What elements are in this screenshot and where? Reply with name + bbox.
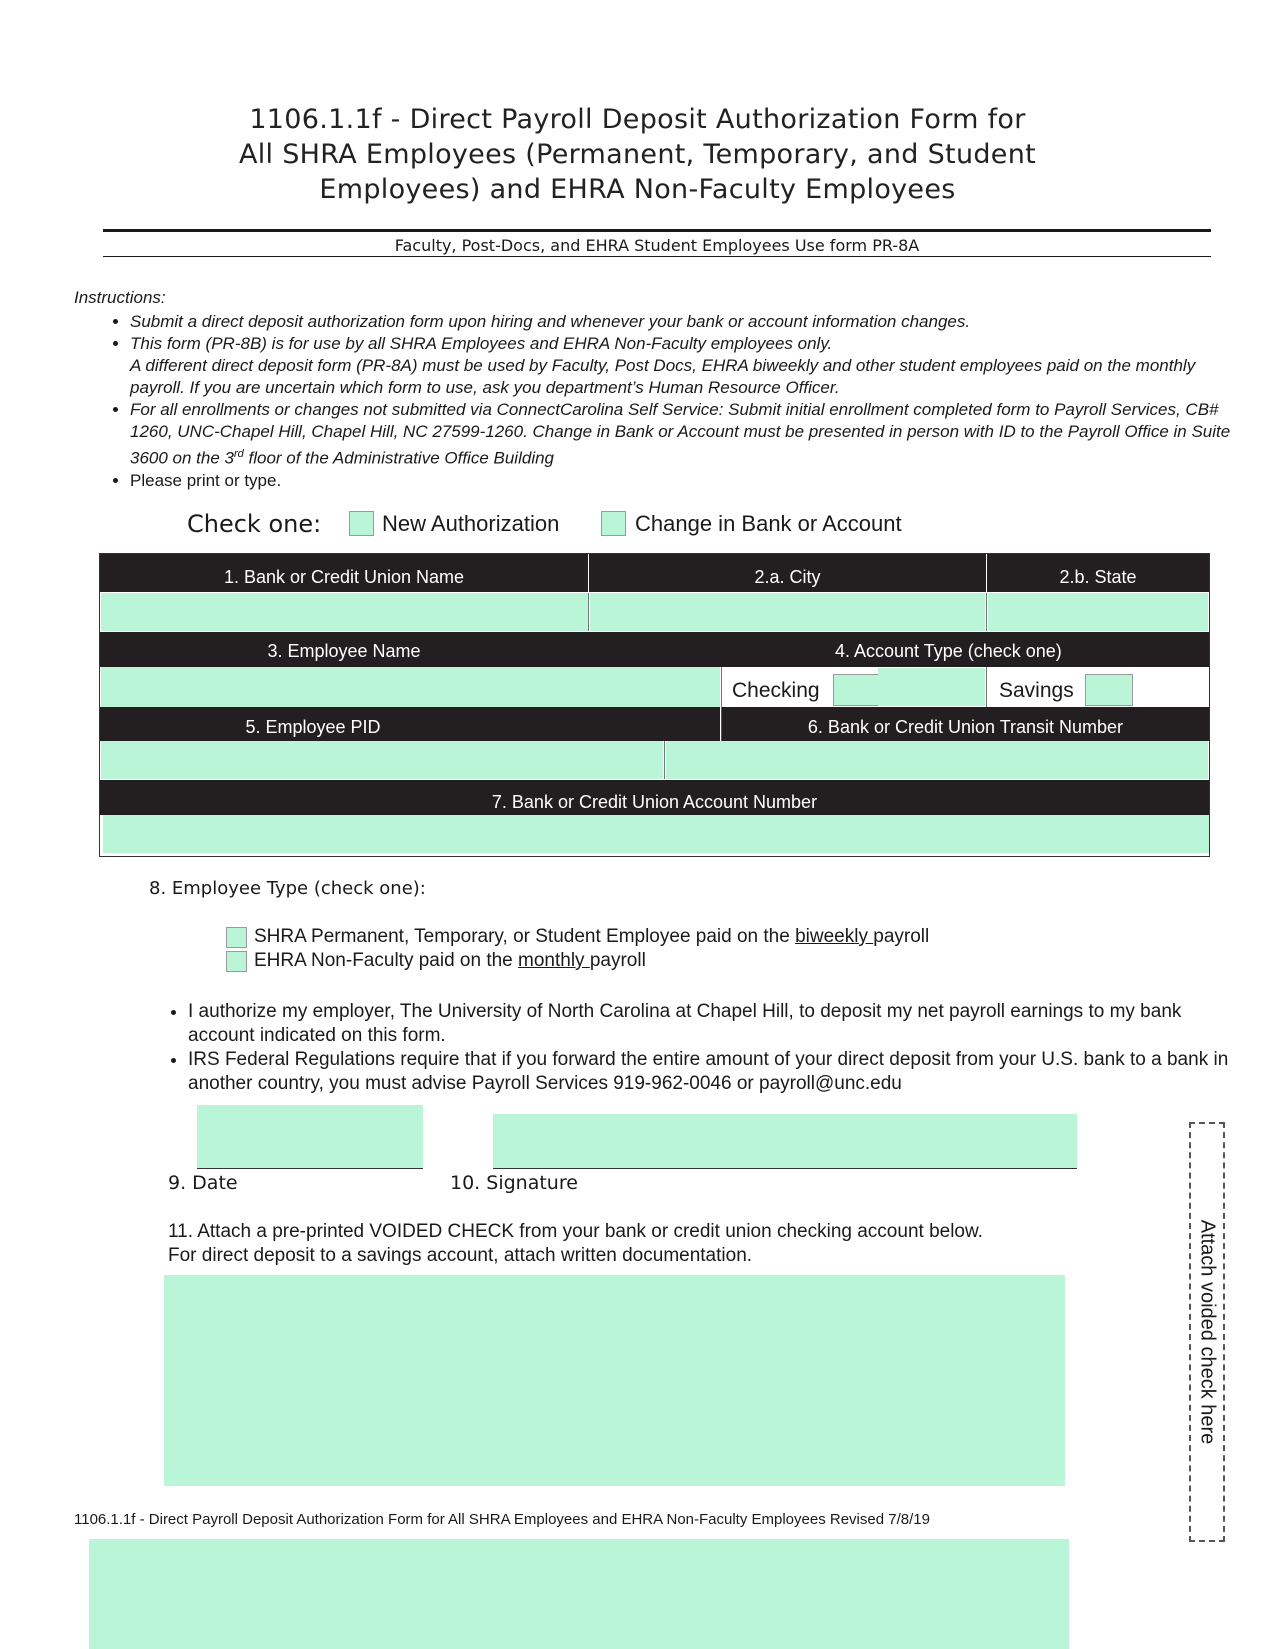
title-rule-top bbox=[103, 229, 1211, 232]
shra-checkbox[interactable] bbox=[226, 927, 247, 948]
title-line-3: Employees) and EHRA Non-Faculty Employees bbox=[319, 174, 956, 205]
instruction-item: • Please print or type. bbox=[130, 470, 1250, 492]
instruction-text: For all enrollments or changes not submitted via ConnectCarolina Self Service: Submit initial enrollment completed form to Payroll Services, CB# 1260, UNC-Chapel Hill, Chapel Hill, NC 27599-1260. Change in Bank or Account must be presented in person with ID to the Payroll Office in Suite 3600 on the 3 bbox=[130, 400, 1231, 468]
checking-label: Checking bbox=[732, 679, 820, 702]
title-rule-bottom bbox=[103, 256, 1211, 257]
new-authorization-label: New Authorization bbox=[382, 511, 560, 536]
title-line-2: All SHRA Employees (Permanent, Temporary, and Student bbox=[238, 139, 1037, 170]
divider bbox=[588, 593, 589, 631]
state-header: 2.b. State bbox=[987, 554, 1209, 592]
instruction-item bbox=[130, 399, 1250, 470]
title-line-1: 1106.1.1f - Direct Payroll Deposit Authorization Form for bbox=[249, 104, 1026, 135]
ehra-option-text bbox=[254, 950, 646, 972]
account-number-header: 7. Bank or Credit Union Account Number bbox=[100, 780, 1209, 815]
authorization-item: • IRS Federal Regulations require that if you forward the entire amount of your direct deposit from your U.S. bank to a bank in another country, you must advise Payroll Services 919-962-0046 or payroll@unc.edu bbox=[188, 1048, 1248, 1096]
city-field[interactable] bbox=[590, 593, 985, 631]
superscript: rd bbox=[233, 448, 244, 460]
instruction-item: • Submit a direct deposit authorization form upon hiring and whenever your bank or account information changes. bbox=[130, 311, 1250, 333]
employee-type-label: 8. Employee Type (check one): bbox=[149, 878, 426, 899]
instruction-item bbox=[130, 333, 1250, 399]
option-text: payroll bbox=[589, 950, 646, 971]
instruction-text: floor of the Administrative Office Building bbox=[243, 448, 554, 468]
form-title bbox=[0, 102, 1275, 207]
ehra-checkbox[interactable] bbox=[226, 951, 247, 972]
savings-checkbox[interactable] bbox=[1085, 674, 1133, 706]
city-header: 2.a. City bbox=[589, 554, 986, 592]
date-field[interactable] bbox=[197, 1105, 423, 1168]
employee-name-field[interactable] bbox=[101, 667, 720, 707]
divider bbox=[664, 741, 665, 779]
savings-label: Savings bbox=[999, 679, 1074, 702]
form-subtitle: Faculty, Post-Docs, and EHRA Student Employees Use form PR-8A bbox=[394, 236, 920, 255]
bottom-fill-area[interactable] bbox=[89, 1539, 1069, 1649]
signature-label: 10. Signature bbox=[450, 1172, 578, 1194]
transit-number-field[interactable] bbox=[666, 741, 1208, 779]
check-one-label: Check one: bbox=[187, 510, 322, 538]
checking-checkbox[interactable] bbox=[833, 674, 879, 706]
account-number-field[interactable] bbox=[103, 815, 1209, 853]
authorization-item: • I authorize my employer, The University of North Carolina at Chapel Hill, to deposit my net payroll earnings to my bank account indicated on this form. bbox=[188, 1000, 1248, 1048]
bank-name-field[interactable] bbox=[101, 593, 588, 631]
date-line bbox=[197, 1168, 423, 1169]
bank-name-header: 1. Bank or Credit Union Name bbox=[100, 554, 588, 592]
option-text: payroll bbox=[873, 926, 930, 947]
option-underlined: biweekly bbox=[795, 926, 874, 947]
option-text: EHRA Non-Faculty paid on the bbox=[254, 950, 519, 971]
divider bbox=[986, 667, 987, 707]
state-field[interactable] bbox=[988, 593, 1208, 631]
date-label: 9. Date bbox=[168, 1172, 238, 1194]
bank-info-table bbox=[99, 553, 1210, 857]
signature-field[interactable] bbox=[493, 1114, 1077, 1168]
instruction-text: This form (PR-8B) is for use by all SHRA Employees and EHRA Non-Faculty employees only. bbox=[130, 334, 833, 353]
instructions-list bbox=[74, 311, 1250, 492]
signature-line bbox=[493, 1168, 1077, 1169]
employee-pid-header: 5. Employee PID bbox=[100, 707, 720, 741]
shra-option-text bbox=[254, 926, 929, 948]
instructions-heading: Instructions: bbox=[74, 288, 166, 307]
side-label-text: Attach voided check here bbox=[1196, 1219, 1219, 1445]
change-bank-label: Change in Bank or Account bbox=[635, 511, 902, 536]
employee-name-header: 3. Employee Name bbox=[100, 632, 588, 667]
authorization-list bbox=[140, 1000, 1248, 1096]
account-type-header: 4. Account Type (check one) bbox=[588, 632, 1209, 667]
option-text: SHRA Permanent, Temporary, or Student Employee paid on the bbox=[254, 926, 796, 947]
checking-fill bbox=[878, 668, 985, 706]
voided-check-area[interactable] bbox=[164, 1275, 1065, 1486]
new-authorization-checkbox[interactable] bbox=[349, 511, 374, 536]
change-bank-checkbox[interactable] bbox=[601, 511, 626, 536]
voided-check-side-label bbox=[1189, 1122, 1225, 1542]
voided-check-instruction: 11. Attach a pre-printed VOIDED CHECK from your bank or credit union checking account below. For direct deposit to a savings account, attach written documentation. bbox=[168, 1221, 983, 1266]
employee-pid-field[interactable] bbox=[101, 741, 663, 779]
instruction-text: A different direct deposit form (PR-8A) must be used by Faculty, Post Docs, EHRA biweekly and other student employees paid on the monthly payroll. If you are uncertain which form to use, ask you department’s Human Resource Officer. bbox=[130, 356, 1196, 397]
transit-number-header: 6. Bank or Credit Union Transit Number bbox=[721, 707, 1209, 741]
option-underlined: monthly bbox=[518, 950, 590, 971]
divider bbox=[986, 593, 987, 631]
footer-text: 1106.1.1f - Direct Payroll Deposit Authorization Form for All SHRA Employees and EHRA Non-Faculty Employees Revised 7/8/19 bbox=[74, 1511, 930, 1528]
